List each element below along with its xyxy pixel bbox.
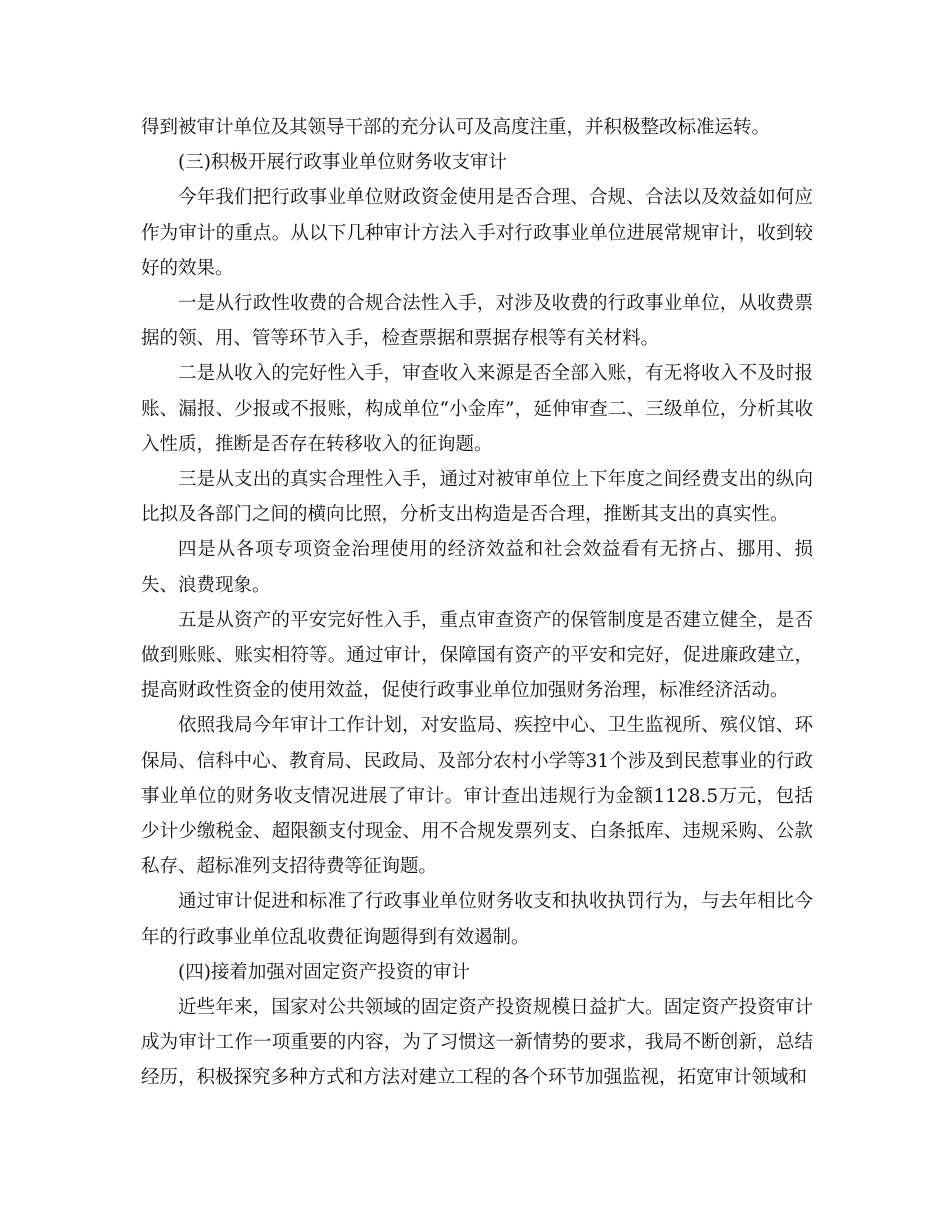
paragraph: 三是从支出的真实合理性入手，通过对被审单位上下年度之间经费支出的纵向比拟及各部门之间的横向比照，分析支出构造是否合理，推断其支出的真实性。 (141, 469, 813, 526)
paragraph: 今年我们把行政事业单位财政资金使用是否合理、合规、合法以及效益如何应作为审计的重点。从以下几种审计方法入手对行政事业单位进展常规审计，收到较好的效果。 (141, 187, 813, 279)
paragraph: 二是从收入的完好性入手，审查收入来源是否全部入账，有无将收入不及时报账、漏报、少报或不报账，构成单位“小金库”，延伸审查二、三级单位，分析其收入性质，推断是否存在转移收入的征询题。 (141, 363, 813, 455)
paragraph: 得到被审计单位及其领导干部的充分认可及高度注重，并积极整改标准运转。 (141, 117, 771, 138)
paragraph: 一是从行政性收费的合规合法性入手，对涉及收费的行政事业单位，从收费票据的领、用、管等环节入手，检查票据和票据存根等有关材料。 (141, 293, 813, 350)
paragraph: 四是从各项专项资金治理使用的经济效益和社会效益看有无挤占、挪用、损失、浪费现象。 (141, 539, 813, 596)
section-heading: (四)接着加强对固定资产投资的审计 (178, 961, 470, 983)
section-heading: (三)积极开展行政事业单位财务收支审计 (178, 152, 507, 174)
paragraph: 近些年来，国家对公共领域的固定资产投资规模日益扩大。固定资产投资审计成为审计工作一项重要的内容，为了习惯这一新情势的要求，我局不断创新，总结经历，积极探究多种方式和方法对建立工程的各个环节加强监视，拓宽审计领域和 (141, 997, 813, 1089)
paragraph: 五是从资产的平安完好性入手，重点审查资产的保管制度是否建立健全，是否做到账账、账实相符等。通过审计，保障国有资产的平安和完好，促进廉政建立，提高财政性资金的使用效益，促使行政事业单位加强财务治理，标准经济活动。 (141, 609, 813, 702)
paragraph: 依照我局今年审计工作计划，对安监局、疾控中心、卫生监视所、殡仪馆、环保局、信科中心、教育局、民政局、及部分农村小学等31个涉及到民惹事业的行政事业单位的财务收支情况进展了审计。审计查出违规行为金额1128.5万元，包括少计少缴税金、超限额支付现金、用不合规发票列支、白条抵库、违规采购、公款私存、超标准列支招待费等征询题。 (141, 715, 813, 878)
document-body (141, 110, 813, 1096)
paragraph: 通过审计促进和标准了行政事业单位财务收支和执收执罚行为，与去年相比今年的行政事业单位乱收费征询题得到有效遏制。 (141, 891, 813, 948)
